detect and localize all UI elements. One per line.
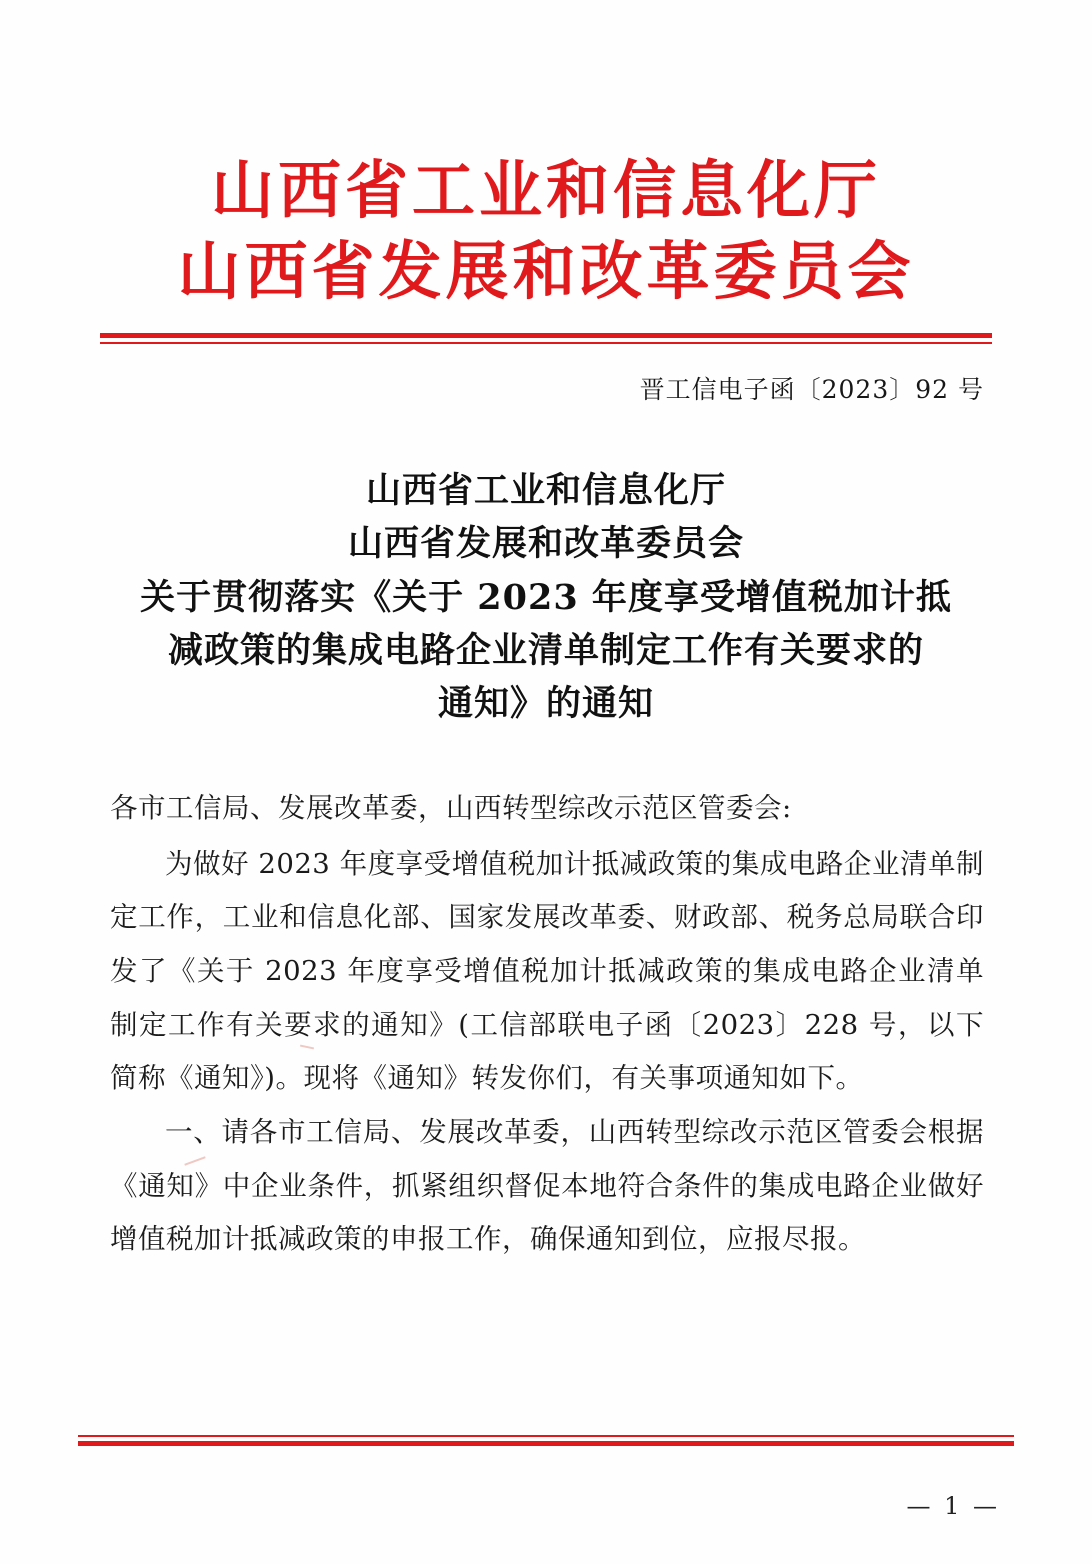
page-number: — 1 —: [906, 1492, 1000, 1520]
document-body: [110, 782, 984, 1267]
title-line-5: 通知》的通知: [437, 683, 654, 724]
header-divider: [100, 333, 992, 344]
document-number: 晋工信电子函〔2023〕92 号: [639, 375, 984, 405]
title-line-2: 山西省发展和改革委员会: [347, 523, 744, 565]
title-line-4: 减政策的集成电路企业清单制定工作有关要求的: [167, 629, 924, 671]
header-divider-thin: [100, 342, 992, 344]
salutation: 各市工信局、发展改革委，山西转型综改示范区管委会:: [110, 792, 792, 825]
letterhead: [0, 0, 1092, 311]
letterhead-line-2: 山西省发展和改革委员会: [177, 233, 915, 308]
footer-divider-thin: [78, 1435, 1014, 1437]
footer-divider-thick: [78, 1441, 1014, 1446]
body-paragraph-2: 一、请各市工信局、发展改革委，山西转型综改示范区管委会根据《通知》中企业条件，抓紧组织督促本地符合条件的集成电路企业做好增值税加计抵减政策的申报工作，确保通知到位，应报尽报。: [110, 1115, 984, 1256]
header-divider-thick: [100, 333, 992, 338]
document-title: [95, 464, 997, 730]
footer-divider: [78, 1435, 1014, 1446]
letterhead-line-1: 山西省工业和信息化厅: [211, 153, 881, 227]
title-line-3: 关于贯彻落实《关于 2023 年度享受增值税加计抵: [140, 576, 952, 618]
title-line-1: 山西省工业和信息化厅: [365, 470, 726, 512]
body-paragraph-1: 为做好 2023 年度享受增值税加计抵减政策的集成电路企业清单制定工作，工业和信息化部、国家发展改革委、财政部、税务总局联合印发了《关于 2023 年度享受增值税加计抵减政策的集成电路企业清单制定工作有关要求的通知》(工信部联电子函〔2023〕228 号，以下简称《通知》)。现将《通知》转发你们，有关事项通知如下。: [110, 847, 984, 1095]
